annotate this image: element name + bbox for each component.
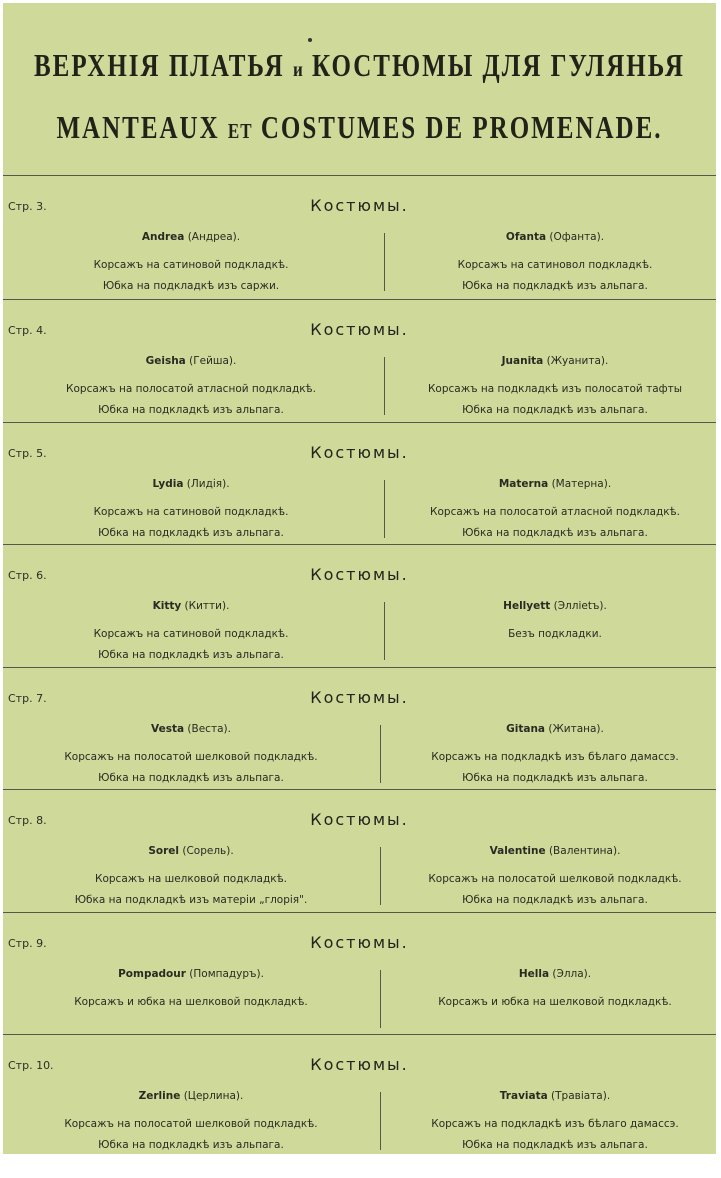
section-divider <box>3 299 716 300</box>
costume-left <box>6 231 376 301</box>
costume-description: Корсажъ на подкладкѣ изъ бѣлаго дамассэ. <box>431 1118 679 1130</box>
section-heading: Костюмы. <box>310 1055 409 1074</box>
section-divider <box>3 667 716 668</box>
costume-title <box>6 231 376 244</box>
costume-description: Корсажъ на сатиновой подкладкѣ. <box>93 259 289 271</box>
costume-description: Корсажъ на шелковой подкладкѣ. <box>95 873 287 885</box>
costume-left <box>6 845 376 915</box>
costume-name: Hellyett <box>503 600 551 612</box>
costume-name-russian: (Жуанита). <box>543 355 609 367</box>
costume-description: Юбка на подкладкѣ изъ альпага. <box>462 404 648 416</box>
section-heading: Костюмы. <box>310 196 409 215</box>
costume-title <box>6 600 376 613</box>
title-fr-conjunction: ET <box>227 119 253 143</box>
costume-description: Корсажъ на подкладкѣ изъ полосатой тафты <box>427 383 683 395</box>
costume-description: Корсажъ на сатиновол подкладкѣ. <box>457 259 653 271</box>
column-divider <box>384 480 385 538</box>
catalog-page <box>3 3 716 1154</box>
costume-name: Geisha <box>145 355 186 367</box>
costume-name: Juanita <box>501 355 544 367</box>
costume-name: Zerline <box>138 1090 181 1102</box>
section-divider <box>3 912 716 913</box>
costume-title <box>391 723 716 736</box>
costume-title <box>6 478 376 491</box>
column-divider <box>380 970 381 1028</box>
costume-name: Sorel <box>148 845 180 857</box>
costume-description: Юбка на подкладкѣ изъ альпага. <box>98 527 284 539</box>
costume-description: Корсажъ на сатиновой подкладкѣ. <box>93 506 289 518</box>
costume-description: Юбка на подкладкѣ изъ альпага. <box>462 1139 648 1151</box>
costume-right <box>391 845 716 915</box>
costume-title <box>391 968 716 981</box>
section-divider <box>3 422 716 423</box>
section-divider <box>3 789 716 790</box>
title-ru-part1: ВЕРХНІЯ ПЛАТЬЯ <box>34 49 293 84</box>
costume-description: Корсажъ на полосатой шелковой подкладкѣ. <box>64 1118 318 1130</box>
costume-title <box>391 478 716 491</box>
costume-title <box>391 600 716 613</box>
section-heading: Костюмы. <box>310 565 409 584</box>
costume-description: Юбка на подкладкѣ изъ альпага. <box>98 1139 284 1151</box>
section-heading: Костюмы. <box>310 810 409 829</box>
costume-name: Lydia <box>152 478 184 490</box>
section-heading: Костюмы. <box>310 933 409 952</box>
page-number: Стр. 5. <box>8 447 47 460</box>
costume-title <box>6 723 376 736</box>
costume-name: Materna <box>498 478 549 490</box>
costume-right <box>391 355 716 425</box>
costume-left <box>6 478 376 548</box>
costume-description: Корсажъ на полосатой атласной подкладкѣ. <box>430 506 680 518</box>
costume-right <box>391 231 716 301</box>
section-heading: Костюмы. <box>310 320 409 339</box>
costume-name: Andrea <box>141 231 185 243</box>
costume-name-russian: (Веста). <box>184 723 231 735</box>
costume-description: Юбка на подкладкѣ изъ альпага. <box>98 404 284 416</box>
section-divider <box>3 175 716 176</box>
costume-right <box>391 600 716 670</box>
costume-title <box>6 968 376 981</box>
costume-name-russian: (Китти). <box>181 600 230 612</box>
page-number: Стр. 4. <box>8 324 47 337</box>
costume-name: Valentine <box>489 845 546 857</box>
costume-name: Vesta <box>151 723 185 735</box>
section-heading: Костюмы. <box>310 443 409 462</box>
page-number: Стр. 7. <box>8 692 47 705</box>
page-number: Стр. 3. <box>8 200 47 213</box>
page-number: Стр. 8. <box>8 814 47 827</box>
costume-name-russian: (Элла). <box>549 968 592 980</box>
costume-description: Корсажъ и юбка на шелковой подкладкѣ. <box>438 996 672 1008</box>
costume-name: Gitana <box>506 723 546 735</box>
costume-right <box>391 478 716 548</box>
costume-name-russian: (Андреа). <box>184 231 241 243</box>
costume-left <box>6 1090 376 1154</box>
costume-left <box>6 355 376 425</box>
costume-name-russian: (Сорель). <box>179 845 234 857</box>
costume-description: Юбка на подкладкѣ изъ матеріи „глорія". <box>74 894 308 906</box>
costume-title <box>6 355 376 368</box>
costume-description: Корсажъ и юбка на шелковой подкладкѣ. <box>74 996 308 1008</box>
title-fr-part2: COSTUMES DE PROMENADE. <box>252 111 663 146</box>
costume-description: Корсажъ на сатиновой подкладкѣ. <box>93 628 289 640</box>
title-ru-conjunction: и <box>292 57 304 81</box>
title-fr-part1: MANTEAUX <box>56 111 228 146</box>
costume-description: Юбка на подкладкѣ изъ альпага. <box>462 280 648 292</box>
title-russian <box>3 50 716 85</box>
costume-name-russian: (Церлина). <box>180 1090 244 1102</box>
costume-name: Ofanta <box>505 231 547 243</box>
title-french <box>3 112 716 147</box>
section-heading: Костюмы. <box>310 688 409 707</box>
costume-name: Kitty <box>152 600 182 612</box>
page-number: Стр. 9. <box>8 937 47 950</box>
costume-left <box>6 600 376 670</box>
costume-left <box>6 968 376 1038</box>
costume-description: Юбка на подкладкѣ изъ альпага. <box>462 894 648 906</box>
costume-name-russian: (Житана). <box>545 723 604 735</box>
costume-name-russian: (Помпадуръ). <box>185 968 264 980</box>
section-divider <box>3 544 716 545</box>
costume-description: Юбка на подкладкѣ изъ саржи. <box>102 280 280 292</box>
costume-title <box>391 355 716 368</box>
ink-dot <box>308 38 312 42</box>
costume-name-russian: (Валентина). <box>545 845 621 857</box>
costume-description: Юбка на подкладкѣ изъ альпага. <box>462 527 648 539</box>
costume-right <box>391 968 716 1038</box>
costume-name-russian: (Травiата). <box>547 1090 611 1102</box>
costume-title <box>391 845 716 858</box>
section-divider <box>3 1034 716 1035</box>
costume-description: Юбка на подкладкѣ изъ альпага. <box>98 649 284 661</box>
costume-description: Корсажъ на полосатой шелковой подкладкѣ. <box>428 873 682 885</box>
costume-description: Юбка на подкладкѣ изъ альпага. <box>462 772 648 784</box>
costume-name-russian: (Гейша). <box>185 355 237 367</box>
column-divider <box>384 357 385 415</box>
costume-title <box>6 845 376 858</box>
costume-description: Корсажъ на полосатой атласной подкладкѣ. <box>66 383 316 395</box>
costume-name-russian: (Эллietъ). <box>550 600 607 612</box>
column-divider <box>380 847 381 905</box>
column-divider <box>384 233 385 291</box>
costume-name: Traviata <box>499 1090 548 1102</box>
costume-name-russian: (Матерна). <box>548 478 612 490</box>
page-number: Стр. 6. <box>8 569 47 582</box>
costume-name: Pompadour <box>118 968 186 980</box>
costume-name: Hella <box>518 968 550 980</box>
column-divider <box>380 1092 381 1150</box>
costume-right <box>391 1090 716 1154</box>
title-ru-part2: КОСТЮМЫ ДЛЯ ГУЛЯНЬЯ <box>303 49 685 84</box>
costume-description: Безъ подкладки. <box>508 628 602 640</box>
costume-name-russian: (Лидія). <box>183 478 230 490</box>
costume-title <box>391 231 716 244</box>
page-number: Стр. 10. <box>8 1059 54 1072</box>
costume-description: Юбка на подкладкѣ изъ альпага. <box>98 772 284 784</box>
costume-left <box>6 723 376 793</box>
column-divider <box>380 725 381 783</box>
costume-title <box>391 1090 716 1103</box>
costume-name-russian: (Офанта). <box>546 231 605 243</box>
costume-description: Корсажъ на подкладкѣ изъ бѣлаго дамассэ. <box>431 751 679 763</box>
costume-description: Корсажъ на полосатой шелковой подкладкѣ. <box>64 751 318 763</box>
costume-right <box>391 723 716 793</box>
column-divider <box>384 602 385 660</box>
costume-title <box>6 1090 376 1103</box>
